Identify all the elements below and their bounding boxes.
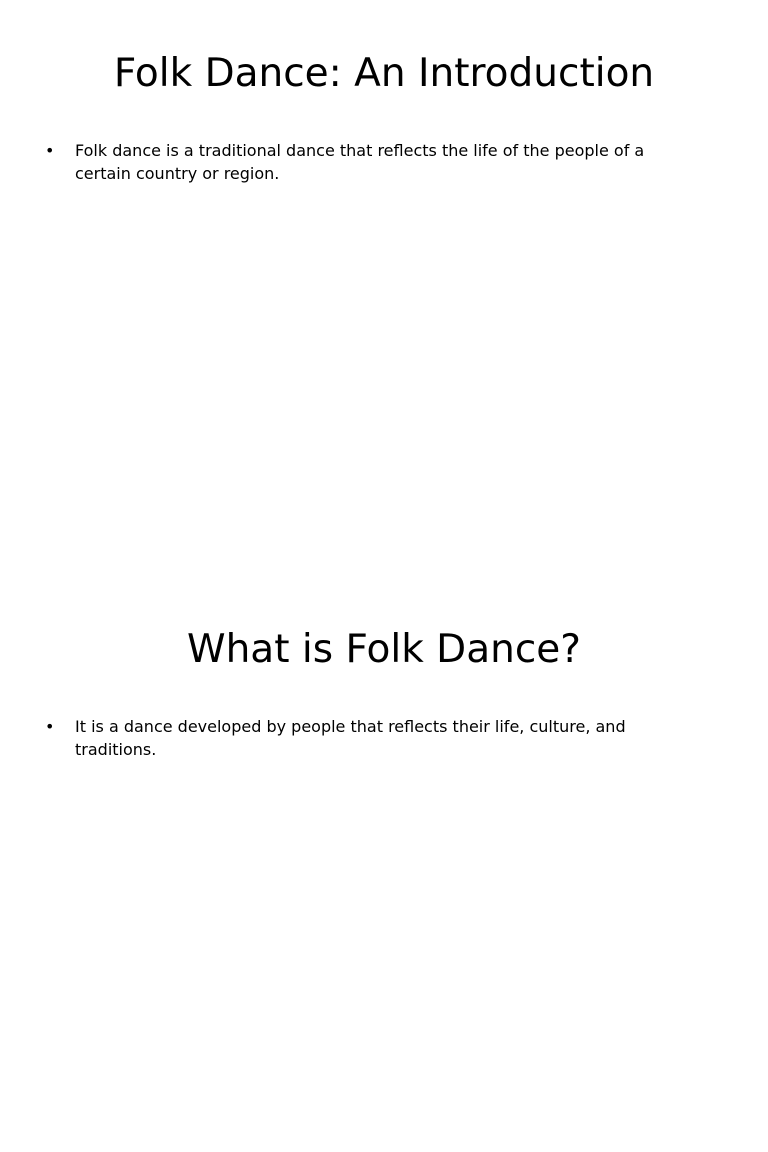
slide-2 bbox=[0, 576, 768, 1152]
bullet-text: It is a dance developed by people that reflects their life, culture, and traditions. bbox=[75, 717, 626, 759]
bullet-list bbox=[40, 715, 700, 761]
bullet-item bbox=[40, 139, 700, 185]
bullet-icon: • bbox=[45, 141, 55, 160]
slide-title: What is Folk Dance? bbox=[187, 627, 581, 672]
bullet-icon: • bbox=[45, 717, 55, 736]
bullet-item bbox=[40, 715, 700, 761]
slide-title: Folk Dance: An Introduction bbox=[113, 51, 655, 96]
bullet-text: Folk dance is a traditional dance that reflects the life of the people of a certain country or region. bbox=[75, 141, 645, 183]
bullet-list bbox=[40, 139, 700, 185]
